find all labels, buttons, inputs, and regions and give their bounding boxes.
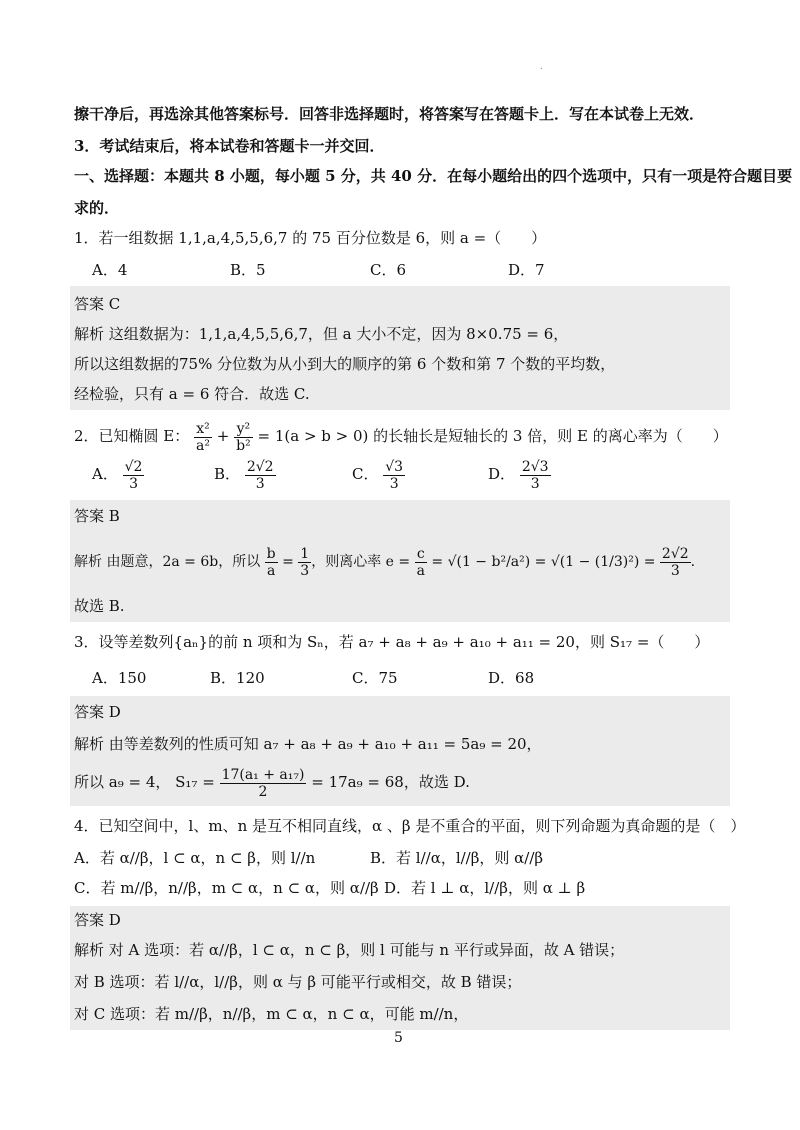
q3-option-a: A．150 [92, 669, 147, 687]
frac-num: 2√2 [661, 545, 689, 562]
option-frac [520, 459, 551, 492]
q4-analysis-3: 对 C 选项：若 m//β，n//β，m ⊂ α，n ⊂ α，可能 m//n， [74, 1005, 469, 1023]
option-frac [123, 459, 145, 492]
intro-line-2: 3．考试结束后，将本试卷和答题卡一并交回． [74, 137, 385, 155]
frac-num: c [415, 546, 427, 563]
frac-den: a [416, 562, 425, 579]
q2-analysis: 解析 由题意，2a = 6b，所以 $\frac{b}{a}$ = $\frac{1}{3}$ ，则离心率 e = $\frac{c}{a}$ = √(1 − b²/a²) = √(1 − (1/3)²) = $\frac{2√2}{3}$ . [74, 545, 696, 579]
frac-1-3 [298, 546, 311, 579]
q2-eq1: = 1 [257, 427, 285, 445]
frac-den: a² [196, 437, 211, 454]
frac-den: 3 [670, 562, 680, 579]
q2-frac-y2-b2 [234, 421, 253, 454]
q4-stem: 4．已知空间中，l、m、n 是互不相同直线，α 、β 是不重合的平面，则下列命题为真命题的是（ ） [74, 817, 746, 835]
q2-conclusion: 故选 B. [74, 597, 125, 615]
frac-den: a [266, 562, 276, 579]
q2-option-c [352, 456, 405, 492]
frac-den: 3 [389, 475, 399, 492]
frac-num: 2√2 [246, 458, 274, 475]
section-heading-line-2: 求的． [74, 199, 120, 217]
q3-option-b: B．120 [210, 669, 265, 687]
frac-num: y² [234, 421, 253, 438]
q2-stem-post: (a > b > 0) 的长轴长是短轴长的 3 倍，则 E 的离心率为（ ） [284, 427, 728, 445]
analysis-pre: 所以 a₉ = 4， S₁₇ = [74, 773, 215, 791]
q1-option-a: A．4 [92, 261, 128, 279]
frac-s17 [220, 767, 307, 800]
page-number: 5 [394, 1030, 403, 1046]
q4-analysis-2: 对 B 选项：若 l//α，l//β，则 α 与 β 可能平行或相交，故 B 错误； [74, 973, 522, 991]
analysis-end: . [690, 554, 696, 570]
frac-den: 2 [258, 783, 268, 800]
section-heading-line-1: 一、选择题：本题共 8 小题，每小题 5 分，共 40 分．在每小题给出的四个选项中，只有一项是符合题目要 [74, 167, 793, 185]
q1-option-d: D．7 [508, 261, 545, 279]
frac-num: 17(a₁ + a₁₇) [221, 766, 305, 783]
option-letter: B． [214, 465, 241, 483]
q1-analysis-1: 解析 这组数据为：1,1,a,4,5,5,6,7，但 a 大小不定，因为 8×0.75 = 6， [74, 325, 569, 343]
q4-option-d: D．若 l ⊥ α，l//β，则 α ⊥ β [384, 879, 586, 897]
frac-num: √2 [124, 458, 143, 475]
frac-num: b [266, 545, 276, 562]
q4-analysis-1: 解析 对 A 选项：若 α//β，l ⊂ α，n ⊂ β，则 l 可能与 n 平行或异面，故 A 错误； [74, 941, 625, 959]
frac-den: b² [236, 437, 251, 454]
intro-line-1: 擦干净后，再选涂其他答案标号．回答非选择题时，将答案写在答题卡上．写在本试卷上无效． [74, 105, 705, 123]
analysis-post: = 17a₉ = 68，故选 D. [311, 773, 470, 791]
frac-result [660, 546, 691, 579]
analysis-tail: = √(1 − b²/a²) = √(1 − (1/3)²) = [431, 554, 656, 570]
q4-answer: 答案 D [74, 911, 121, 929]
option-frac [383, 459, 405, 492]
analysis-mid: ，则离心率 e = [311, 554, 411, 570]
frac-num: 1 [300, 545, 310, 562]
q1-analysis-3: 经检验，只有 a = 6 符合．故选 C. [74, 385, 310, 403]
option-letter: C． [352, 465, 379, 483]
q3-analysis-2 [74, 764, 470, 800]
frac-num: x² [194, 421, 212, 438]
option-frac [245, 459, 276, 492]
q2-option-a [92, 456, 144, 492]
q1-answer: 答案 C [74, 295, 121, 313]
q1-analysis-2: 所以这组数据的75% 分位数为从小到大的顺序的第 6 个数和第 7 个数的平均数， [74, 355, 616, 373]
q2-frac-x2-a2 [194, 421, 212, 454]
frac-c-a [415, 546, 427, 579]
frac-b-a [265, 546, 278, 579]
q2-option-b [214, 456, 276, 492]
option-letter: A． [92, 465, 118, 483]
q4-option-b: B．若 l//α，l//β，则 α//β [370, 849, 544, 867]
frac-den: 3 [300, 562, 310, 579]
frac-num: 2√3 [521, 458, 549, 475]
q3-option-d: D．68 [488, 669, 535, 687]
q4-option-a: A．若 α//β，l ⊂ α，n ⊂ β，则 l//n [74, 849, 316, 867]
frac-den: 3 [129, 475, 138, 492]
q3-option-c: C．75 [352, 669, 398, 687]
q3-analysis-1: 解析 由等差数列的性质可知 a₇ + a₈ + a₉ + a₁₀ + a₁₁ = 5a₉ = 20， [74, 735, 542, 753]
q1-option-b: B．5 [230, 261, 266, 279]
q2-stem: 2．已知椭圆 E： $\frac{\text{x²}}{\text{a²}}$ + $\frac{\text{y²}}{\text{b²}}$ = 1(a > b > 0) 的长轴长是短轴长的 3 倍，则 E 的离心率为（ ） [74, 420, 728, 454]
q4-option-c: C．若 m//β，n//β，m ⊂ α，n ⊂ α，则 α//β [74, 879, 379, 897]
header-dot: . [540, 62, 543, 72]
q1-stem: 1．若一组数据 1,1,a,4,5,5,6,7 的 75 百分位数是 6，则 a =（ ） [74, 229, 547, 247]
option-letter: D． [488, 465, 516, 483]
q2-stem-pre: 2．已知椭圆 E： [74, 427, 190, 445]
frac-den: 3 [255, 475, 265, 492]
analysis-pre: 解析 由题意，2a = 6b，所以 [74, 554, 261, 570]
frac-num: √3 [385, 458, 404, 475]
q2-option-d [488, 456, 551, 492]
q3-stem: 3．设等差数列{aₙ}的前 n 项和为 Sₙ，若 a₇ + a₈ + a₉ + a₁₀ + a₁₁ = 20，则 S₁₇ =（ ） [74, 633, 710, 651]
q1-option-c: C．6 [370, 261, 407, 279]
q2-answer: 答案 B [74, 507, 120, 525]
q3-answer: 答案 D [74, 703, 121, 721]
frac-den: 3 [530, 475, 540, 492]
